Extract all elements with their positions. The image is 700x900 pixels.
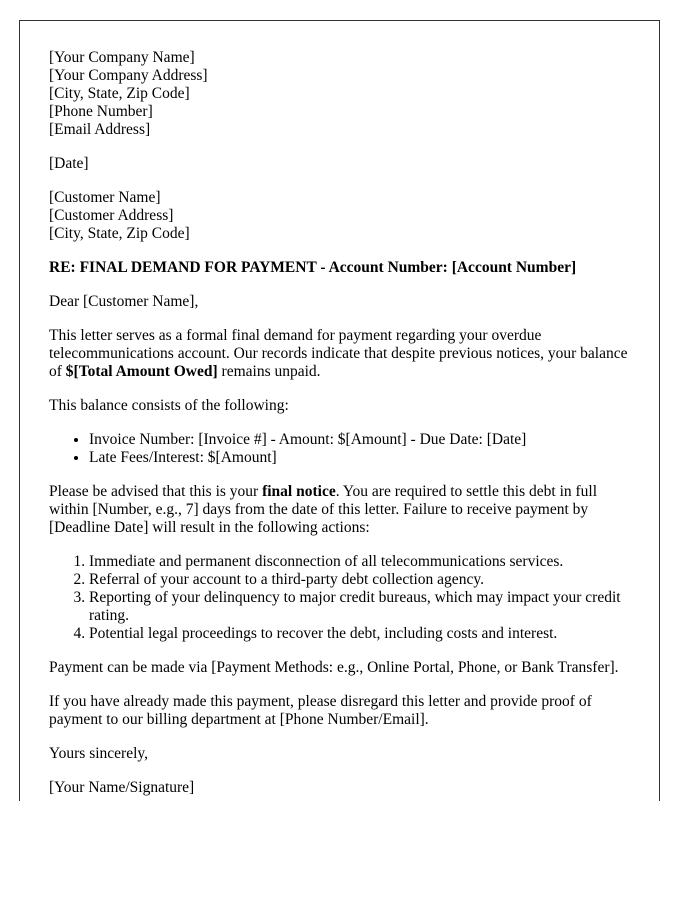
sender-phone: [Phone Number] [49, 103, 153, 120]
total-amount-owed: $[Total Amount Owed] [65, 363, 218, 380]
disregard-paragraph: If you have already made this payment, please disregard this letter and provide proof of payment to our billing department at [Phone Number/Email]. [49, 693, 592, 728]
final-notice-emphasis: final notice [262, 483, 336, 500]
signature: [Your Name/Signature] [49, 779, 195, 796]
action-item-disconnection: 1. Immediate and permanent disconnection of all telecommunications services. [89, 553, 630, 571]
recipient-address: [Customer Address] [49, 207, 174, 224]
letter-page [19, 20, 660, 801]
intro-text-before: This letter serves as a formal final demand for payment regarding your overdue telecommunications account. Our records indicate that despite previous notices, your balance of [49, 327, 628, 380]
recipient-name: [Customer Name] [49, 189, 161, 206]
letter-date: [Date] [49, 155, 89, 172]
intro-text-after: remains unpaid. [217, 363, 321, 380]
sender-block [49, 49, 630, 139]
balance-intro: This balance consists of the following: [49, 397, 289, 414]
date-block [49, 155, 630, 173]
intro-paragraph [49, 327, 630, 381]
notice-text-after: . You are required to settle this debt in full within [Number, e.g., 7] days from the date of this letter. Failure to receive payment by [Deadline Date] will result in the following actions: [49, 483, 598, 536]
payment-methods-paragraph: Payment can be made via [Payment Methods: e.g., Online Portal, Phone, or Bank Transfer]. [49, 659, 619, 676]
action-item-collection-agency: 2. Referral of your account to a third-party debt collection agency. [89, 571, 630, 589]
sender-company-address: [Your Company Address] [49, 67, 208, 84]
salutation: Dear [Customer Name], [49, 293, 199, 310]
action-item-legal-proceedings: 4. Potential legal proceedings to recover the debt, including costs and interest. [89, 625, 630, 643]
sender-city-state-zip: [City, State, Zip Code] [49, 85, 190, 102]
recipient-city-state-zip: [City, State, Zip Code] [49, 225, 190, 242]
action-item-credit-bureaus: 3. Reporting of your delinquency to major credit bureaus, which may impact your credit rating. [89, 589, 630, 625]
recipient-block [49, 189, 630, 243]
notice-paragraph [49, 483, 630, 537]
balance-item-late-fees: • Late Fees/Interest: $[Amount] [89, 449, 630, 467]
notice-text-before: Please be advised that this is your [49, 483, 263, 500]
closing: Yours sincerely, [49, 745, 149, 762]
balance-list [49, 431, 630, 467]
actions-list [49, 553, 630, 643]
letter-body [20, 21, 659, 797]
sender-email: [Email Address] [49, 121, 151, 138]
sender-company-name: [Your Company Name] [49, 49, 195, 66]
subject-line: RE: FINAL DEMAND FOR PAYMENT - Account Number: [Account Number] [49, 259, 577, 276]
balance-item-invoice: • Invoice Number: [Invoice #] - Amount: $[Amount] - Due Date: [Date] [89, 431, 630, 449]
